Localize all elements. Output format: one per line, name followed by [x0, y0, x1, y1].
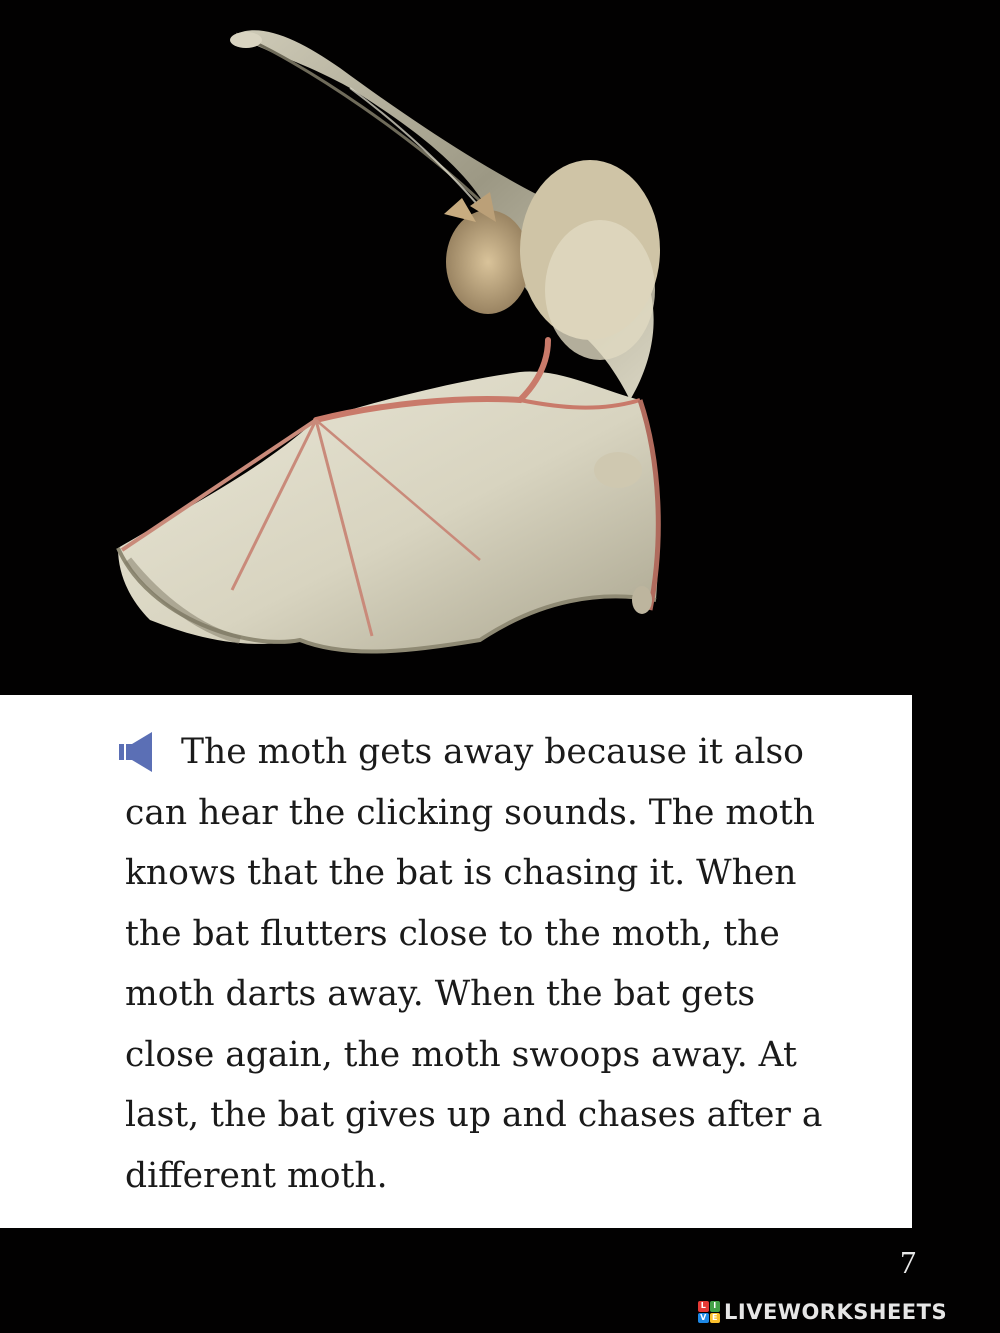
liveworksheets-logo-icon [698, 1301, 720, 1323]
logo-letter: L [698, 1301, 709, 1312]
logo-letter: E [710, 1313, 721, 1324]
page-number: 7 [900, 1244, 916, 1280]
story-paragraph: The moth gets away because it also can hear the clicking sounds. The moth knows that the bat is chasing it. When the bat flutters close to the moth, the moth darts away. When the bat gets close again, the moth swoops away. At last, the bat gives up and chases after a different moth. [125, 732, 823, 1196]
logo-letter: I [710, 1301, 721, 1312]
liveworksheets-brand[interactable] [698, 1298, 947, 1326]
brand-name: LIVEWORKSHEETS [724, 1300, 948, 1324]
logo-letter: V [698, 1313, 709, 1324]
